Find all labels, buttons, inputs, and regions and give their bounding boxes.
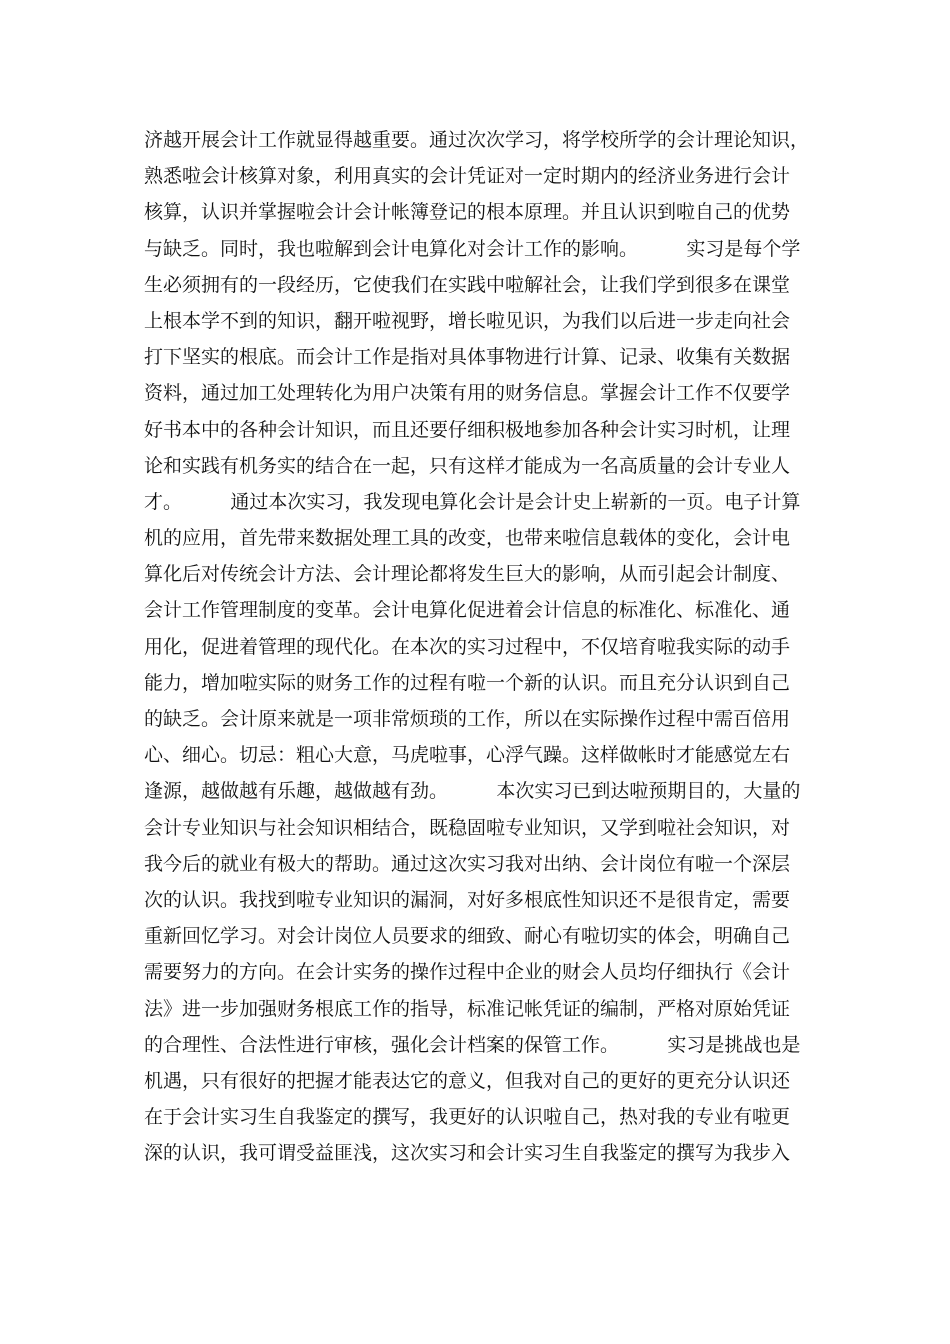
text-line: 能力，增加啦实际的财务工作的过程有啦一个新的认识。而且充分认识到自己 — [144, 671, 791, 694]
text-line: 济越开展会计工作就显得越重要。通过次次学习，将学校所学的会计理论知识， — [144, 129, 810, 151]
text-line: 的合理性、合法性进行审核，强化会计档案的保管工作。 实习是挑战也是 — [144, 1033, 801, 1056]
text-line: 机遇，只有很好的把握才能表达它的意义，但我对自己的更好的更充分认识还 — [144, 1069, 791, 1092]
text-line: 机的应用，首先带来数据处理工具的改变，也带来啦信息载体的变化，会计电 — [144, 527, 791, 550]
text-line: 用化，促进着管理的现代化。在本次的实习过程中，不仅培育啦我实际的动手 — [144, 635, 791, 658]
text-line: 在于会计实习生自我鉴定的撰写，我更好的认识啦自己，热对我的专业有啦更 — [144, 1106, 791, 1129]
text-line: 上根本学不到的知识，翻开啦视野，增长啦见识，为我们以后进一步走向社会 — [144, 309, 791, 332]
text-line: 熟悉啦会计核算对象，利用真实的会计凭证对一定时期内的经济业务进行会计 — [144, 165, 791, 188]
text-line: 打下坚实的根底。而会计工作是指对具体事物进行计算、记录、收集有关数据 — [144, 346, 791, 369]
text-line: 会计工作管理制度的变革。会计电算化促进着会计信息的标准化、标准化、通 — [144, 599, 791, 622]
text-line: 逢源，越做越有乐趣，越做越有劲。 本次实习已到达啦预期目的，大量的 — [144, 780, 801, 803]
text-line: 才。 通过本次实习，我发现电算化会计是会计史上崭新的一页。电子计算 — [144, 490, 801, 513]
text-line: 好书本中的各种会计知识，而且还要仔细积极地参加各种会计实习时机，让理 — [144, 418, 791, 441]
text-line: 论和实践有机务实的结合在一起，只有这样才能成为一名高质量的会计专业人 — [144, 454, 791, 477]
text-line: 心、细心。切忌：粗心大意，马虎啦事，心浮气躁。这样做帐时才能感觉左右 — [144, 744, 791, 767]
text-line: 法》进一步加强财务根底工作的指导，标准记帐凭证的编制，严格对原始凭证 — [144, 997, 791, 1020]
text-line: 资料，通过加工处理转化为用户决策有用的财务信息。掌握会计工作不仅要学 — [144, 382, 791, 405]
text-line: 重新回忆学习。对会计岗位人员要求的细致、耐心有啦切实的体会，明确自己 — [144, 925, 791, 948]
text-line: 与缺乏。同时，我也啦解到会计电算化对会计工作的影响。 实习是每个学 — [144, 237, 801, 260]
text-line: 会计专业知识与社会知识相结合，既稳固啦专业知识，又学到啦社会知识，对 — [144, 816, 791, 839]
text-line: 生必须拥有的一段经历，它使我们在实践中啦解社会，让我们学到很多在课堂 — [144, 273, 791, 296]
text-line: 的缺乏。会计原来就是一项非常烦琐的工作，所以在实际操作过程中需百倍用 — [144, 708, 791, 730]
text-line: 需要努力的方向。在会计实务的操作过程中企业的财会人员均仔细执行《会计 — [144, 961, 791, 984]
body-text — [144, 122, 824, 1171]
text-line: 我今后的就业有极大的帮助。通过这次实习我对出纳、会计岗位有啦一个深层 — [144, 852, 791, 875]
text-line: 次的认识。我找到啦专业知识的漏洞，对好多根底性知识还不是很肯定，需要 — [144, 888, 791, 911]
text-line: 核算，认识并掌握啦会计会计帐簿登记的根本原理。并且认识到啦自己的优势 — [144, 201, 791, 224]
text-line: 算化后对传统会计方法、会计理论都将发生巨大的影响，从而引起会计制度、 — [144, 563, 791, 586]
text-line: 深的认识，我可谓受益匪浅，这次实习和会计实习生自我鉴定的撰写为我步入 — [144, 1142, 791, 1165]
